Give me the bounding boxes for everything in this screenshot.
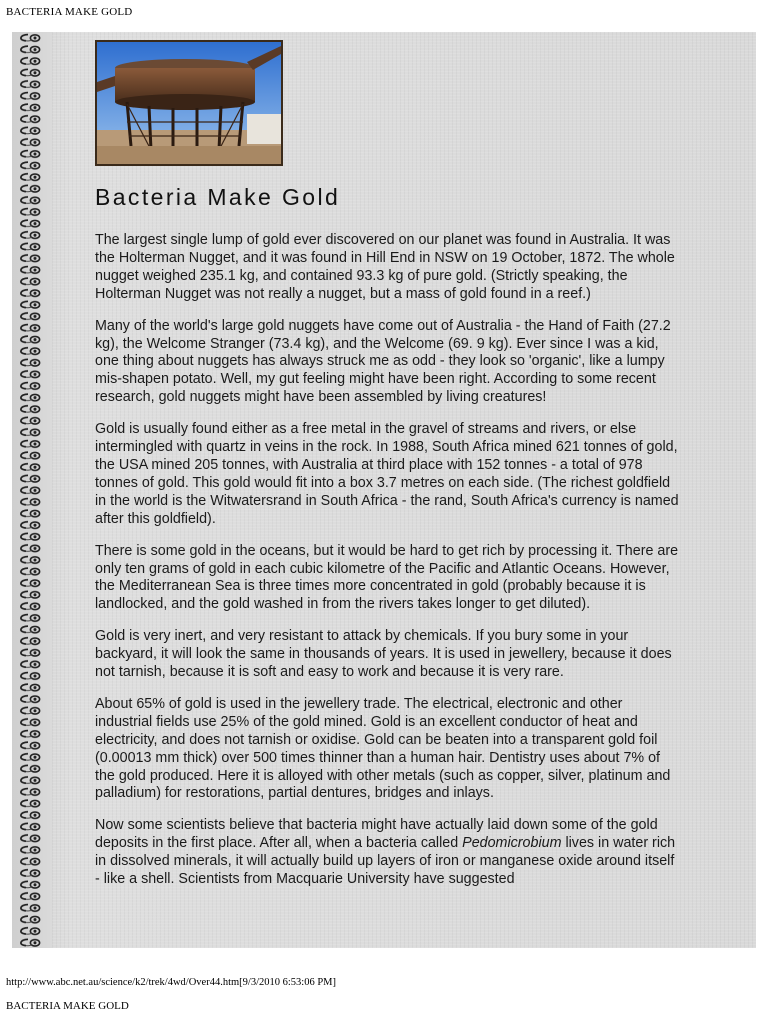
- article-paragraph: Many of the world's large gold nuggets have come out of Australia - the Hand of Faith (27.2 kg), the Welcome Stranger (73.4 kg), and the Welcome (69. 9 kg). Ever since I was a kid, one thing about nuggets has always struck me as odd - they look so 'organic', like a lumpy mis-shapen potato. Well, my gut feeling might have been right. According to some recent research, gold nuggets might have been assembled by living creatures!: [95, 317, 671, 406]
- article-paragraph: There is some gold in the oceans, but it would be hard to get rich by processing it. There are only ten grams of gold in each cubic kilometre of the Pacific and Atlantic Oceans. However, the Mediterranean Sea is three times more concentrated in gold (probably because it is landlocked, and the gold washed in from the rivers takes longer to get diluted).: [95, 542, 679, 613]
- footer-title: BACTERIA MAKE GOLD: [6, 1000, 129, 1012]
- article-title: Bacteria Make Gold: [95, 184, 341, 210]
- article-paragraph: Gold is very inert, and very resistant to attack by chemicals. If you bury some in your backyard, it will look the same in thousands of years. It is used in jewellery, because it does not tarnish, because it is soft and easy to work and because it is very rare.: [95, 628, 672, 681]
- article-paragraph: [95, 817, 681, 889]
- species-name: Pedomicrobium: [462, 835, 562, 852]
- spiral-binding-icon: [12, 32, 52, 948]
- article-body: [95, 232, 681, 903]
- article-paragraph: About 65% of gold is used in the jewellery trade. The electrical, electronic and other industrial fields use 25% of the gold mined. Gold is an excellent conductor of heat and electricity, and does not tarnish or oxidise. Gold can be beaten into a transparent gold foil (0.00013 mm thick) over 500 times thinner than a human hair. Dentistry uses about 7% of the gold produced. Here it is alloyed with other metals (such as copper, silver, platinum and palladium) for restorations, partial dentures, bridges and inlays.: [95, 695, 671, 802]
- page-header-title: BACTERIA MAKE GOLD: [6, 6, 133, 18]
- gold-mine-structure-photo: [95, 40, 283, 166]
- source-url: http://www.abc.net.au/science/k2/trek/4wd/Over44.htm[9/3/2010 6:53:06 PM]: [6, 977, 337, 988]
- article-paragraph: The largest single lump of gold ever discovered on our planet was found in Australia. It was the Holterman Nugget, and it was found in Hill End in NSW on 19 October, 1872. The whole nugget weighed 235.1 kg, and contained 93.3 kg of pure gold. (Strictly speaking, the Holterman Nugget was not really a nugget, but a mass of gold found in a reef.): [95, 232, 675, 302]
- notebook-page: [12, 32, 756, 948]
- article-paragraph: Gold is usually found either as a free metal in the gravel of streams and rivers, or else intermingled with quartz in veins in the rock. In 1988, South Africa mined 621 tonnes of gold, the USA mined 205 tonnes, with Australia at third place with 152 tonnes - a total of 978 tonnes of gold. This gold would fit into a box 3.7 metres on each side. (The richest goldfield in the world is the Witwatersrand in South Africa - the rand, South Africa's currency is named after this goldfield).: [95, 421, 679, 527]
- paragraph-text: lives in water rich in dissolved minerals, it will actually build up layers of iron or manganese oxide around itself - like a shell. Scientists from Macquarie University have suggested: [95, 835, 676, 888]
- paragraph-text: Now some scientists believe that bacteria might have actually laid down some of the gold deposits in the first place. After all, when a bacteria called: [95, 817, 658, 852]
